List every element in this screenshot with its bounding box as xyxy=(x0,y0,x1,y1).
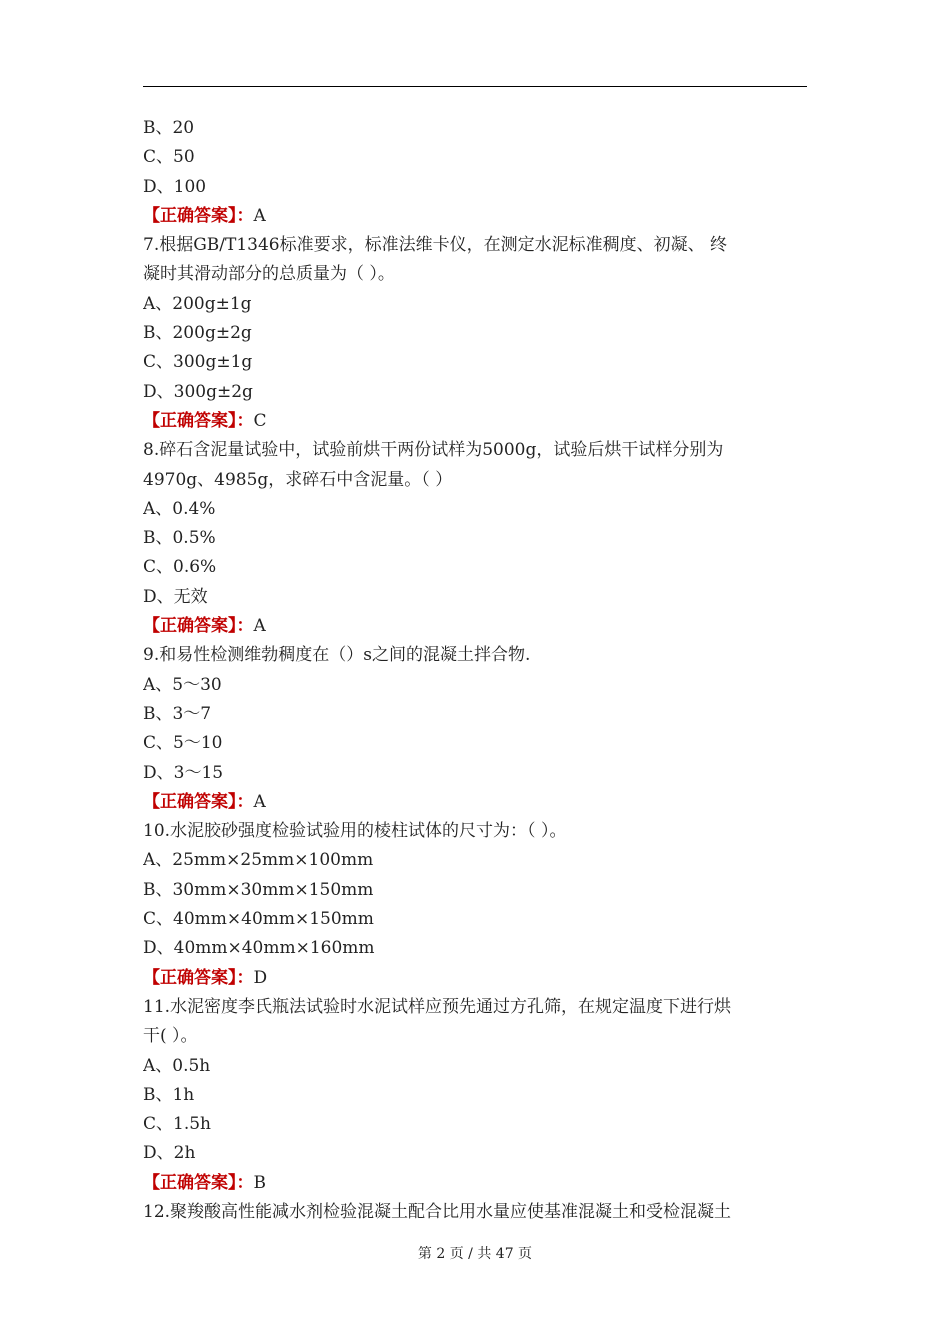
text-line: A、200g±1g xyxy=(143,293,252,314)
answer-value: A xyxy=(253,616,266,637)
answer-line xyxy=(143,612,807,641)
text-line: A、5～30 xyxy=(143,674,222,695)
answer-value: B xyxy=(253,1172,266,1193)
answer-label: 【正确答案】： xyxy=(143,410,254,431)
text-line: A、0.4% xyxy=(143,498,216,519)
text-line: B、1h xyxy=(143,1084,195,1105)
text-line: C、50 xyxy=(143,147,195,168)
text-line: 9.和易性检测维勃稠度在（）s之间的混凝土拌合物. xyxy=(143,645,531,666)
text-line: B、200g±2g xyxy=(143,323,252,344)
text-line: C、300g±1g xyxy=(143,352,253,373)
text-line: C、5～10 xyxy=(143,733,223,754)
text-line: D、100 xyxy=(143,176,207,197)
text-line: C、0.6% xyxy=(143,557,217,578)
text-line: 4970g、4985g，求碎石中含泥量。（ ） xyxy=(143,469,453,490)
answer-line xyxy=(143,1169,807,1198)
text-line: D、3～15 xyxy=(143,762,224,783)
text-line: 12.聚羧酸高性能减水剂检验混凝土配合比用水量应使基准混凝土和受检混凝土 xyxy=(143,1201,732,1222)
answer-label: 【正确答案】： xyxy=(143,967,254,988)
page-footer: 第 2 页 / 共 47 页 xyxy=(417,1246,533,1262)
text-line: 干( ）。 xyxy=(143,1026,198,1047)
page-content xyxy=(143,114,807,1227)
text-line: B、0.5% xyxy=(143,528,216,549)
text-line: 10.水泥胶砂强度检验试验用的棱柱试体的尺寸为：（ ）。 xyxy=(143,821,567,842)
text-line: 凝时其滑动部分的总质量为（ ）。 xyxy=(143,264,395,285)
text-line: A、25mm×25mm×100mm xyxy=(143,850,374,871)
text-line: D、2h xyxy=(143,1143,196,1164)
answer-value: A xyxy=(253,205,266,226)
text-line: D、40mm×40mm×160mm xyxy=(143,938,375,959)
answer-label: 【正确答案】： xyxy=(143,616,254,637)
answer-value: D xyxy=(253,967,268,988)
header-rule xyxy=(143,86,807,87)
answer-label: 【正确答案】： xyxy=(143,791,254,812)
text-line: D、无效 xyxy=(143,586,208,607)
text-line: 11.水泥密度李氏瓶法试验时水泥试样应预先通过方孔筛，在规定温度下进行烘 xyxy=(143,996,732,1017)
answer-line xyxy=(143,202,807,231)
text-line: B、20 xyxy=(143,118,195,138)
answer-label: 【正确答案】： xyxy=(143,205,254,226)
text-line: B、30mm×30mm×150mm xyxy=(143,879,374,900)
answer-line xyxy=(143,788,807,817)
answer-value: A xyxy=(253,791,266,812)
text-line: A、0.5h xyxy=(143,1055,211,1076)
text-line: 8.碎石含泥量试验中，试验前烘干两份试样为5000g，试验后烘干试样分别为 xyxy=(143,440,724,461)
answer-line xyxy=(143,407,807,436)
answer-label: 【正确答案】： xyxy=(143,1172,254,1193)
text-line: B、3～7 xyxy=(143,703,212,724)
text-line: C、1.5h xyxy=(143,1114,211,1135)
answer-line xyxy=(143,964,807,993)
text-line: C、40mm×40mm×150mm xyxy=(143,909,374,930)
text-line: 7.根据GB/T1346标准要求，标准法维卡仪，在测定水泥标准稠度、初凝、 终 xyxy=(143,235,728,256)
text-line: D、300g±2g xyxy=(143,381,253,402)
answer-value: C xyxy=(253,410,267,431)
